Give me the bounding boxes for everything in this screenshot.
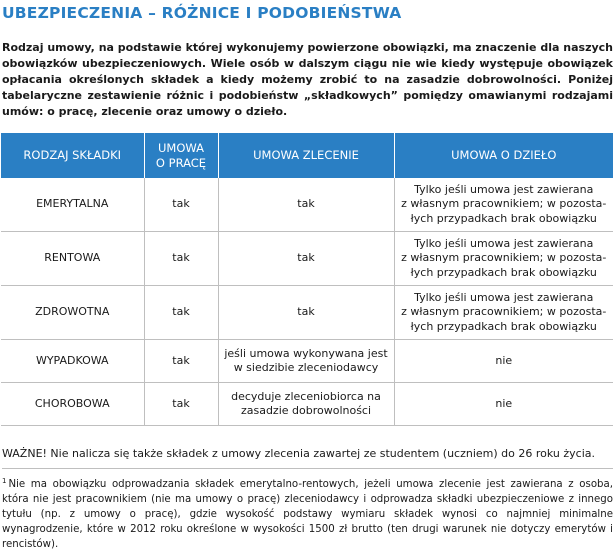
- table-row: [1, 232, 613, 286]
- table-cell: EMERYTALNA: [36, 197, 109, 211]
- col-header-contribution-type: [1, 133, 144, 178]
- table-cell: tak: [144, 340, 218, 383]
- header-label: UMOWA O DZIEŁO: [451, 148, 557, 162]
- footnote-marker: 1: [2, 477, 7, 485]
- table-row: [1, 340, 613, 383]
- intro-paragraph: Rodzaj umowy, na podstawie której wykonujemy powierzone obowiązki, ma znaczenie dla naszych obowiązków ubezpieczeniowych. Wiele osób w dalszym ciągu nie wie kiedy występuje obowiązek opłacania określonych składek a kiedy możemy zrobić to na zasadzie dobrowolności. Poniżej tabelaryczne zestawienie różnic i podobieństw „składkowych” pomiędzy omawianymi rodzajami umów: o pracę, zlecenie oraz umowy o dzieło.: [2, 41, 613, 118]
- table-cell: Tylko jeśli umowa jest zawierana z własnym pracownikiem; w pozosta- łych przypadkach brak obowiązku: [394, 232, 613, 286]
- table-row: [1, 178, 613, 232]
- table-cell: nie: [394, 383, 613, 426]
- divider: [2, 468, 613, 469]
- header-label: UMOWA ZLECENIE: [253, 148, 359, 162]
- table-cell: Tylko jeśli umowa jest zawierana z własnym pracownikiem; w pozosta- łych przypadkach brak obowiązku: [394, 178, 613, 232]
- table-cell: tak: [144, 383, 218, 426]
- col-header-specific-work-contract: [394, 133, 613, 178]
- table-cell: Tylko jeśli umowa jest zawierana z własnym pracownikiem; w pozosta- łych przypadkach brak obowiązku: [394, 286, 613, 340]
- col-header-mandate-contract: [218, 133, 394, 178]
- important-note: WAŻNE! Nie nalicza się także składek z umowy zlecenia zawartej ze studentem (uczniem) do 26 roku życia.: [2, 447, 596, 460]
- footnote: [2, 474, 613, 552]
- table-cell: decyduje zleceniobiorca na zasadzie dobrowolności: [218, 383, 394, 426]
- header-label: RODZAJ SKŁADKI: [23, 148, 122, 162]
- header-label: UMOWA O PRACĘ: [155, 140, 207, 170]
- table-cell: CHOROBOWA: [1, 383, 144, 426]
- table-cell: jeśli umowa wykonywana jest w siedzibie zleceniodawcy: [218, 340, 394, 383]
- table-cell: tak: [144, 232, 218, 286]
- table-cell: tak: [218, 178, 394, 232]
- table-row: [1, 286, 613, 340]
- table-row: [1, 383, 613, 426]
- table-header-row: [1, 133, 613, 178]
- page-title: UBEZPIECZENIA – RÓŻNICE I PODOBIEŃSTWA: [2, 4, 402, 22]
- table-cell: WYPADKOWA: [1, 340, 144, 383]
- table-cell: tak: [218, 232, 394, 286]
- table-cell: RENTOWA: [1, 232, 144, 286]
- col-header-employment-contract: [144, 133, 218, 178]
- table-cell: tak: [144, 178, 218, 232]
- footnote-text: Nie ma obowiązku odprowadzania składek emerytalno-rentowych, jeżeli umowa zlecenie jest zawierana z osoba, która nie jest pracownikiem (nie ma umowy o pracę) zleceniodawcy i odprowadza składki ubezpieczeniowe z innego tytułu (np. z umowy o pracę), gdzie wysokość podstawy wymiaru składek wynosi co najmniej minimalne wynagrodzenie, które w 2012 roku określone w wysokości 1500 zł brutto (ten drugi warunek nie dotyczy emerytów i rencistów).: [2, 479, 613, 550]
- table-cell: ZDROWOTNA: [1, 286, 144, 340]
- table-cell: tak: [144, 286, 218, 340]
- comparison-table: [1, 133, 613, 426]
- table-cell: tak: [218, 286, 394, 340]
- table-cell: nie: [394, 340, 613, 383]
